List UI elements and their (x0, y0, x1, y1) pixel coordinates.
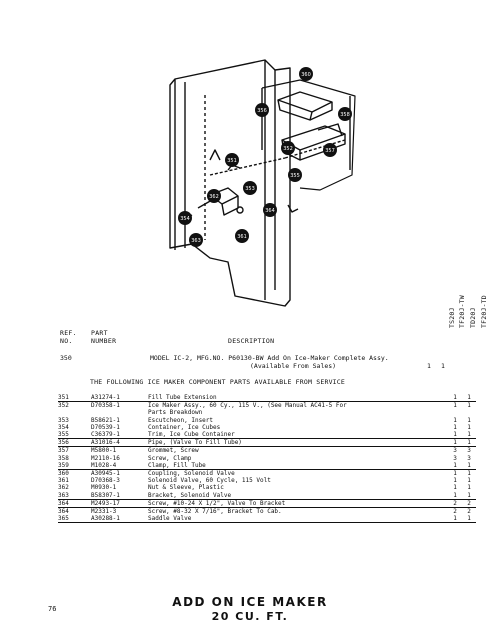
part-description: Screw, #8-32 X 7/16", Bracket To Cab. (148, 508, 282, 516)
row-350-desc-2: (Available From Sales) (250, 362, 337, 370)
table-row (58, 431, 476, 439)
table-row (58, 484, 476, 491)
table-row (58, 499, 476, 507)
table-row (58, 447, 476, 455)
svg-text:364: 364 (265, 208, 275, 214)
qty-col-1: 1 (453, 477, 457, 485)
row-350-ref: 350 (60, 354, 72, 362)
part-number: B58307-1 (91, 492, 148, 500)
table-row (58, 515, 476, 523)
svg-text:356: 356 (257, 108, 267, 114)
part-number: A30288-1 (91, 515, 148, 523)
part-ref: 352 (58, 402, 69, 410)
part-number: A30945-1 (91, 470, 120, 478)
qty-col-1: 1 (448, 394, 462, 402)
page-subtitle: 20 CU. FT. (211, 610, 289, 623)
table-row (58, 402, 476, 410)
qty-col-1: 1 (448, 492, 462, 500)
part-description: Saddle Valve (148, 515, 448, 523)
part-description: Fill Tube Extension (148, 394, 448, 402)
part-ref: 353 (58, 416, 69, 424)
table-row (58, 409, 476, 416)
table-row (58, 424, 476, 431)
part-ref: 364 (58, 508, 69, 516)
callout-364 (263, 203, 277, 217)
parts-table (58, 394, 476, 523)
callout-354 (178, 211, 192, 225)
callout-355 (288, 168, 302, 182)
qty-col-2: 2 (467, 508, 471, 516)
part-number: M0930-1 (91, 484, 117, 492)
callout-360 (299, 67, 313, 81)
table-row (58, 417, 476, 424)
part-number: D70539-1 (91, 423, 120, 431)
qty-col-1: 1 (453, 470, 457, 478)
part-number: M2331-3 (91, 508, 117, 516)
part-ref: 362 (58, 484, 69, 492)
part-description: Coupling, Solenoid Valve (148, 470, 235, 478)
part-ref: 356 (58, 439, 91, 447)
qty-col-1: 2 (453, 508, 457, 516)
table-row (58, 462, 476, 470)
part-number: M1028-4 (91, 462, 148, 470)
part-number: C36379-1 (91, 431, 148, 439)
svg-text:362: 362 (209, 194, 219, 200)
qty-col-2: 1 (462, 462, 476, 470)
qty-col-1: 1 (448, 439, 462, 447)
svg-text:357: 357 (325, 148, 335, 154)
table-row (58, 455, 476, 462)
model-label-4: TF20J-TD (480, 295, 488, 328)
table-row (58, 508, 476, 516)
header-ref-no: REF. NO. (60, 329, 77, 345)
qty-col-1: 1 (453, 484, 457, 492)
qty-col-2: 3 (467, 454, 471, 462)
svg-text:354: 354 (180, 216, 190, 222)
part-ref: 360 (58, 470, 69, 478)
qty-col-2: 1 (462, 439, 476, 447)
part-number: B58621-1 (91, 416, 120, 424)
part-number: M2110-16 (91, 454, 120, 462)
qty-col-2: 3 (467, 447, 471, 455)
part-ref: 354 (58, 423, 69, 431)
qty-col-2: 1 (467, 484, 471, 492)
table-row (58, 439, 476, 447)
model-label-1: TS20J (448, 307, 456, 328)
part-ref: 365 (58, 515, 91, 523)
svg-text:358: 358 (340, 112, 350, 118)
page-title: ADD ON ICE MAKER (172, 595, 328, 609)
svg-text:355: 355 (290, 173, 300, 179)
model-label-3: TD20J (469, 307, 477, 328)
part-description: Bracket, Solenoid Valve (148, 492, 448, 500)
part-description: Escutcheon, Insert (148, 416, 214, 424)
svg-text:360: 360 (301, 72, 311, 78)
part-description: Clamp, Fill Tube (148, 462, 448, 470)
table-row (58, 477, 476, 484)
part-ref: 351 (58, 394, 91, 402)
header-description: DESCRIPTION (228, 337, 275, 345)
callout-362 (207, 189, 221, 203)
part-description: Grommet, Screw (148, 447, 199, 455)
part-description: Container, Ice Cubes (148, 423, 221, 431)
part-description: Trim, Ice Cube Container (148, 431, 448, 439)
qty-col-1: 1 (448, 515, 462, 523)
qty-col-1: 3 (453, 447, 457, 455)
qty-col-2: 1 (462, 492, 476, 500)
part-ref: 359 (58, 462, 91, 470)
part-number: A31274-1 (91, 394, 148, 402)
part-description: Solenoid Valve, 60 Cycle, 115 Volt (148, 477, 271, 485)
qty-col-2: 1 (462, 515, 476, 523)
callout-361 (235, 229, 249, 243)
part-ref: 358 (58, 454, 69, 462)
part-ref: 357 (58, 447, 69, 455)
service-parts-note: THE FOLLOWING ICE MAKER COMPONENT PARTS AVAILABLE FROM SERVICE (90, 378, 346, 386)
qty-col-2: 1 (467, 423, 471, 431)
callout-352 (281, 141, 295, 155)
qty-col-2: 1 (462, 431, 476, 439)
page-number: 76 (48, 605, 57, 613)
qty-col-1: 1 (448, 462, 462, 470)
callout-363 (189, 233, 203, 247)
qty-col-2: 1 (467, 470, 471, 478)
part-ref: 355 (58, 431, 91, 439)
qty-col-1: 1 (448, 431, 462, 439)
callout-358 (338, 107, 352, 121)
qty-col-2 (462, 409, 476, 416)
qty-col-1: 1 (453, 402, 457, 410)
svg-text:352: 352 (283, 146, 293, 152)
part-description: Nut & Sleeve, Plastic (148, 484, 224, 492)
qty-col-1 (448, 409, 462, 416)
callout-353 (243, 181, 257, 195)
callout-357 (323, 143, 337, 157)
part-description: Screw, Clamp (148, 454, 192, 462)
part-ref (58, 409, 91, 416)
part-number: M5800-1 (91, 447, 117, 455)
part-ref: 363 (58, 492, 91, 500)
model-column-labels (448, 258, 498, 328)
part-description: Pipe, (Valve To Fill Tube) (148, 439, 448, 447)
row-350-desc-1: MODEL IC-2, MFG.NO. P60130-BW Add On Ice-Maker Complete Assy. (150, 354, 389, 362)
part-ref: 361 (58, 477, 69, 485)
table-row (58, 470, 476, 478)
part-description: Screw, #10-24 X 1/2", Valve To Bracket (148, 499, 448, 507)
qty-col-1: 2 (448, 499, 462, 507)
qty-col-2: 1 (462, 394, 476, 402)
header-part-number: PART NUMBER (91, 329, 117, 345)
qty-col-1: 3 (453, 454, 457, 462)
part-description: Parts Breakdown (148, 409, 203, 417)
svg-text:351: 351 (227, 158, 237, 164)
qty-col-1: 1 (453, 416, 457, 424)
callout-356 (255, 103, 269, 117)
part-number: D70358-1 (91, 402, 120, 410)
part-ref: 364 (58, 499, 91, 507)
callout-351 (225, 153, 239, 167)
row-350-qty-2: 1 (441, 362, 445, 370)
qty-col-2: 1 (467, 402, 471, 410)
qty-col-2: 2 (462, 499, 476, 507)
svg-text:361: 361 (237, 234, 247, 240)
part-number: A31016-4 (91, 439, 148, 447)
row-350-qty-1: 1 (427, 362, 431, 370)
qty-col-2: 1 (467, 477, 471, 485)
part-description: Ice Maker Assy., 60 Cy., 115 V., (See Manual AC41-5 For (148, 402, 347, 410)
qty-col-1: 1 (453, 423, 457, 431)
part-number (91, 409, 148, 416)
part-number: M2493-17 (91, 499, 148, 507)
table-row (58, 492, 476, 500)
qty-col-2: 1 (467, 416, 471, 424)
table-row (58, 394, 476, 402)
part-number: D70368-3 (91, 477, 120, 485)
svg-text:363: 363 (191, 238, 201, 244)
svg-text:353: 353 (245, 186, 255, 192)
model-label-2: TF20J-TW (458, 295, 466, 328)
